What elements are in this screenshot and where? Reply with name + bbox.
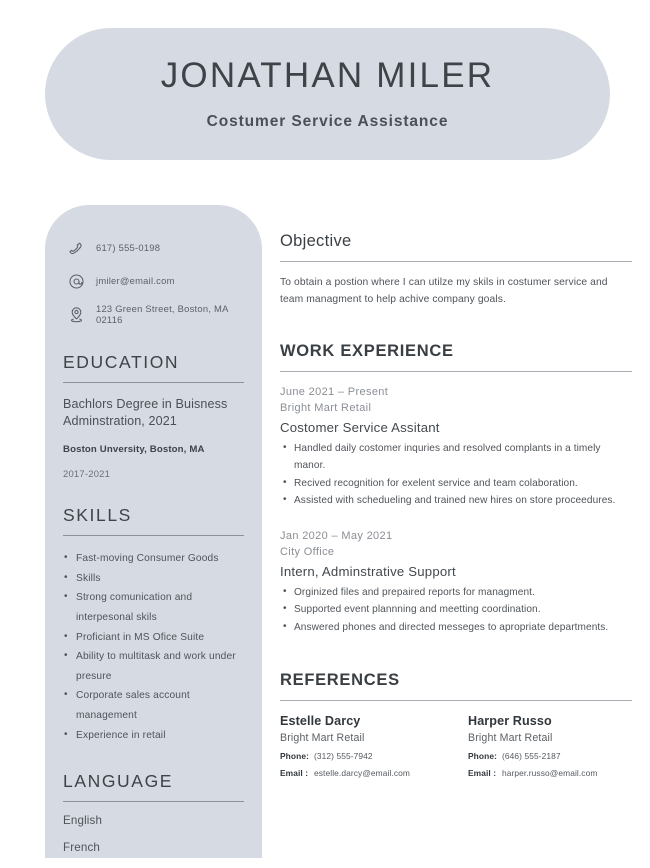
list-item: English	[63, 814, 103, 828]
job-company: Bright Mart Retail	[280, 402, 372, 415]
reference-name: Estelle Darcy	[280, 713, 361, 728]
phone-icon	[65, 237, 87, 259]
reference-entry	[280, 714, 444, 778]
sidebar	[45, 205, 262, 858]
education-divider	[63, 382, 244, 383]
skills-list	[63, 549, 244, 745]
reference-email-value: estelle.darcy@email.com	[314, 768, 410, 779]
contact-email-text: jmiler@email.com	[96, 275, 175, 287]
contact-phone-text: 617) 555-0198	[96, 242, 161, 254]
language-list	[63, 815, 244, 855]
reference-email-label: Email :	[280, 768, 309, 779]
list-item: • Ability to multitask and work under presure	[63, 647, 244, 686]
list-item: • Handled daily costomer inquries and resolved complants in a timely manor.	[280, 441, 632, 475]
work-experience-heading: WORK EXPERIENCE	[280, 342, 454, 361]
job-entry	[280, 529, 632, 637]
contact-row-email	[65, 270, 244, 292]
location-pin-icon	[65, 303, 87, 325]
education-school: Boston Unversity, Boston, MA	[63, 444, 205, 456]
list-item: • Recived recognition for exelent service and team colaboration.	[280, 476, 632, 493]
list-item: • Skills	[63, 569, 244, 589]
contact-row-address	[65, 303, 244, 326]
list-item: • Proficiant in MS Ofice Suite	[63, 628, 244, 648]
candidate-role: Costumer Service Assistance	[206, 112, 449, 130]
job-company: City Office	[280, 545, 335, 558]
job-title: Costomer Service Assitant	[280, 420, 440, 436]
work-experience-section	[280, 342, 632, 637]
job-date: June 2021 – Present	[280, 386, 389, 399]
references-list	[280, 714, 632, 778]
skills-heading: SKILLS	[63, 505, 132, 526]
skills-divider	[63, 535, 244, 536]
reference-phone-label: Phone:	[468, 750, 497, 761]
reference-email-row	[468, 768, 632, 778]
job-bullet-list	[280, 585, 632, 637]
reference-phone-value: (646) 555-2187	[502, 750, 561, 761]
contact-list	[65, 237, 244, 326]
list-item: • Strong comunication and interpesonal skils	[63, 588, 244, 627]
education-years: 2017-2021	[63, 468, 111, 480]
list-item: • Fast-moving Consumer Goods	[63, 549, 244, 569]
job-entry	[280, 385, 632, 510]
education-degree: Bachlors Degree in Buisness Adminstration, 2021	[63, 396, 228, 429]
reference-company: Bright Mart Retail	[468, 731, 553, 744]
objective-text: To obtain a postion where I can utilze my skils in costumer service and team managment to help achive company goals.	[280, 277, 608, 305]
objective-divider	[280, 261, 632, 262]
job-date: Jan 2020 – May 2021	[280, 530, 393, 543]
reference-entry	[468, 714, 632, 778]
reference-phone-value: (312) 555-7942	[314, 750, 373, 761]
reference-email-label: Email :	[468, 768, 497, 779]
list-item: • Answered phones and directed messeges to apropriate departments.	[280, 620, 632, 637]
list-item: • Assisted with schedueling and trained new hires on store proceedures.	[280, 493, 632, 510]
candidate-name: JONATHAN MILER	[160, 56, 495, 96]
job-title: Intern, Adminstrative Support	[280, 563, 456, 579]
references-heading: REFERENCES	[280, 670, 400, 689]
reference-phone-label: Phone:	[280, 750, 309, 761]
reference-email-value: harper.russo@email.com	[502, 768, 598, 779]
language-heading: LANGUAGE	[63, 771, 174, 792]
reference-phone-row	[468, 751, 632, 761]
list-item: • Orginized files and prepaired reports for managment.	[280, 585, 632, 602]
list-item: • Corporate sales account management	[63, 686, 244, 725]
list-item: French	[63, 840, 100, 854]
contact-address-text: 123 Green Street, Boston, MA 02116	[96, 303, 229, 326]
resume-header-banner	[45, 28, 610, 160]
education-heading: EDUCATION	[63, 351, 180, 372]
reference-company: Bright Mart Retail	[280, 731, 365, 744]
reference-phone-row	[280, 751, 444, 761]
job-bullet-list	[280, 441, 632, 510]
list-item: • Experience in retail	[63, 726, 244, 746]
objective-heading: Objective	[280, 232, 352, 250]
main-column	[280, 232, 632, 778]
references-section	[280, 671, 632, 778]
email-icon	[65, 270, 87, 292]
contact-row-phone	[65, 237, 244, 259]
work-experience-divider	[280, 371, 632, 372]
reference-name: Harper Russo	[468, 713, 552, 728]
language-divider	[63, 801, 244, 802]
list-item: • Supported event plannning and meetting coordination.	[280, 602, 632, 619]
references-divider	[280, 700, 632, 701]
reference-email-row	[280, 768, 444, 778]
